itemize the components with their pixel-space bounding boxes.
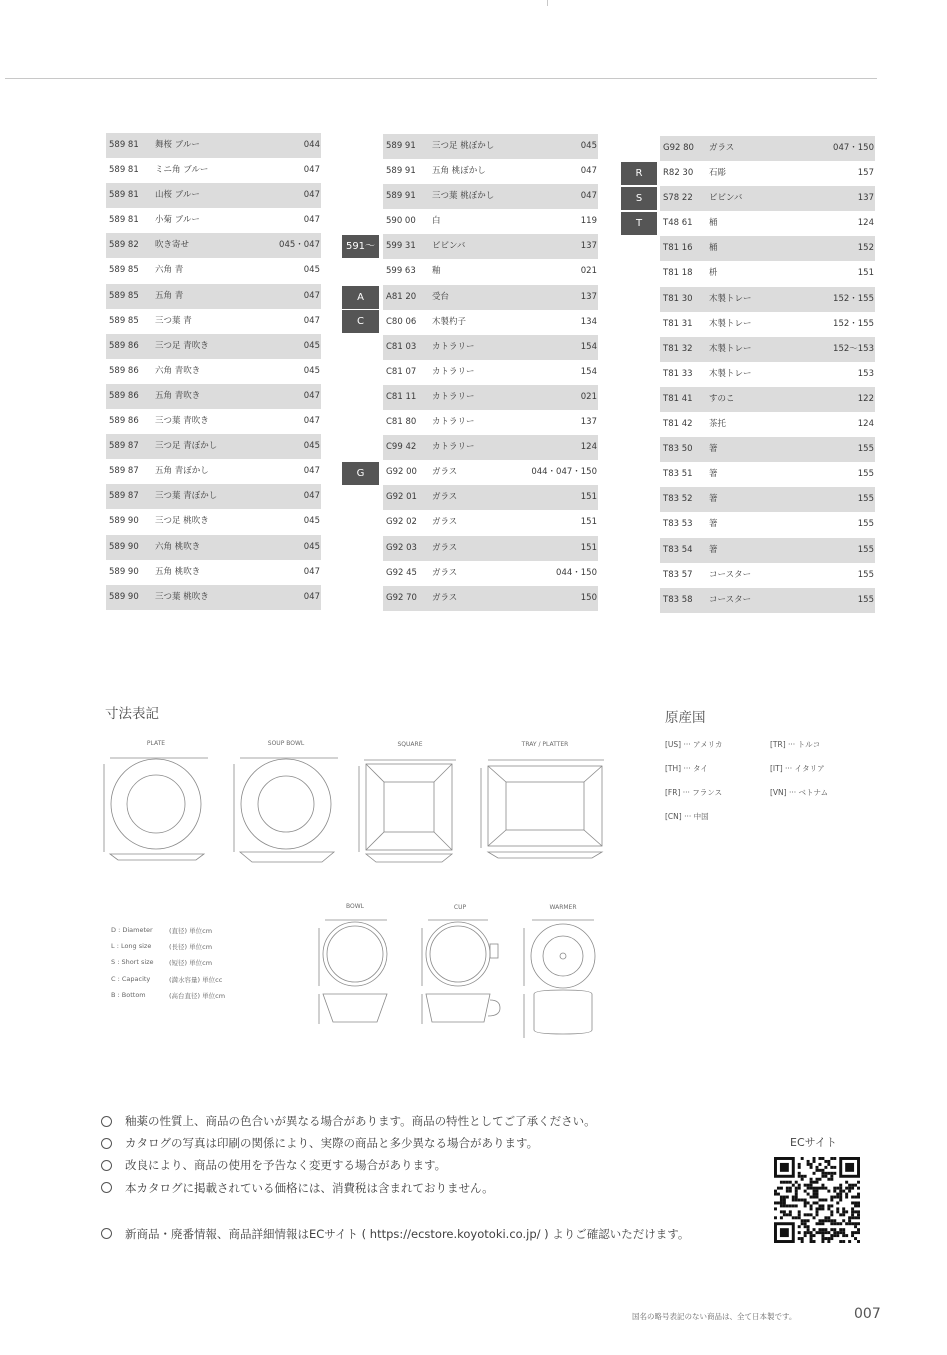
origin-vn: [VN] ··· ベトナム: [770, 788, 829, 797]
page-ref: 151: [580, 492, 597, 503]
page-ref: 045・047: [279, 240, 320, 251]
cup-label: CUP: [453, 904, 467, 911]
origin-title: 原産国: [665, 710, 706, 726]
page-number: 007: [854, 1306, 881, 1322]
page-ref: 124: [857, 218, 874, 229]
table-row: [383, 460, 598, 485]
page-ref: 157: [857, 168, 874, 179]
page-ref: 152・155: [833, 293, 874, 304]
page-ref: 155: [857, 444, 874, 455]
table-row: [106, 158, 321, 183]
page-ref: 047: [303, 190, 320, 201]
table-row: [660, 538, 875, 563]
plate-diagram: [100, 752, 216, 864]
origin-tr: [TR] ··· トルコ: [770, 740, 821, 749]
table-row: [106, 334, 321, 359]
item-name: ガラス: [432, 542, 458, 553]
page-ref: 154: [580, 341, 597, 352]
item-name: カトラリー: [432, 417, 475, 428]
circle-bullet-icon: [101, 1182, 112, 1193]
page-ref: 047: [303, 416, 320, 427]
table-row: [660, 287, 875, 312]
item-name: 三つ葉 桃吹き: [155, 591, 209, 602]
page-ref: 047: [303, 315, 320, 326]
legend-desc: (満水容量) 単位cc: [169, 975, 223, 984]
item-code: 599 63: [386, 266, 416, 277]
item-code: 589 87: [109, 441, 139, 452]
page-ref: 155: [857, 469, 874, 480]
page-ref: 045: [303, 340, 320, 351]
item-code: 589 86: [109, 365, 139, 376]
page-ref: 119: [580, 216, 597, 227]
page-ref: 124: [580, 442, 597, 453]
table-row: [660, 437, 875, 462]
item-code: T81 16: [663, 243, 693, 254]
warmer-diagram: [520, 914, 606, 1044]
table-row: [106, 384, 321, 409]
legend-row: [111, 958, 225, 974]
table-row: [383, 259, 598, 284]
item-code: T83 58: [663, 594, 693, 605]
table-row: [106, 560, 321, 585]
table-row: [383, 586, 598, 611]
item-name: 小菊 ブルー: [155, 215, 200, 226]
item-name: 枡: [709, 268, 718, 279]
note-item: 釉薬の性質上、商品の色合いが異なる場合があります。商品の特性としてご了承ください。: [101, 1110, 689, 1132]
table-row: [383, 209, 598, 234]
item-name: 桶: [709, 218, 718, 229]
item-code: 589 85: [109, 290, 139, 301]
cup-diagram: [418, 914, 504, 1030]
item-name: 箸: [709, 544, 718, 555]
legend-desc: (直径) 単位cm: [169, 927, 213, 935]
page-ref: 047: [580, 191, 597, 202]
item-name: 木製トレー: [709, 368, 752, 379]
notes-list: [101, 1110, 689, 1245]
item-code: 589 81: [109, 190, 139, 201]
table-row: [383, 485, 598, 510]
item-code: 589 90: [109, 591, 139, 602]
table-row: [383, 536, 598, 561]
tag-r: R: [621, 162, 657, 185]
item-name: 釉: [432, 266, 441, 277]
item-name: 木製トレー: [709, 318, 752, 329]
page-ref: 044: [303, 140, 320, 150]
item-code: 589 85: [109, 265, 139, 276]
page-ref: 151: [580, 517, 597, 528]
item-name: 三つ葉 青: [155, 315, 192, 326]
table-row: [660, 136, 875, 161]
warmer-label: WARMER: [549, 904, 577, 911]
item-name: 茶托: [709, 419, 727, 430]
item-code: 589 90: [109, 566, 139, 577]
item-name: 五角 青吹き: [155, 390, 201, 401]
item-name: 木製トレー: [709, 343, 752, 354]
item-code: G92 02: [386, 517, 417, 528]
item-name: 五角 青ぼかし: [155, 466, 209, 477]
item-name: カトラリー: [432, 366, 475, 377]
item-name: 五角 桃吹き: [155, 566, 201, 577]
page-ref: 045: [303, 441, 320, 452]
item-code: C81 07: [386, 366, 417, 377]
item-code: C81 80: [386, 417, 417, 428]
circle-bullet-icon: [101, 1228, 112, 1239]
origin-it: [IT] ··· イタリア: [770, 764, 825, 773]
item-name: コースター: [709, 569, 752, 580]
table-row: [106, 509, 321, 534]
table-row: [383, 285, 598, 310]
page-ref: 155: [857, 544, 874, 555]
item-code: G92 00: [386, 467, 417, 478]
table-row: [106, 258, 321, 283]
note-item: 新商品・廃番情報、商品詳細情報はECサイト ( https://ecstore.koyotoki.co.jp/ ) よりご確認いただけます。: [101, 1223, 689, 1245]
page-ref: 152・155: [833, 318, 874, 329]
legend-row: [111, 991, 225, 1007]
item-code: T83 53: [663, 519, 693, 530]
item-name: ミニ角 ブルー: [155, 165, 209, 176]
item-code: T81 41: [663, 393, 693, 404]
item-code: T83 52: [663, 494, 693, 505]
item-code: 589 91: [386, 166, 416, 177]
table-row: [383, 335, 598, 360]
page-ref: 045: [580, 141, 597, 151]
item-name: 三つ足 桃吹き: [155, 516, 209, 527]
item-code: C81 11: [386, 391, 417, 402]
circle-bullet-icon: [101, 1116, 112, 1127]
tray-label: TRAY / PLATTER: [521, 741, 569, 748]
table-row: [383, 234, 598, 259]
item-code: 589 81: [109, 165, 139, 176]
page-ref: 044・047・150: [531, 467, 597, 478]
page-ref: 021: [580, 391, 597, 402]
page-ref: 047・150: [833, 143, 874, 153]
item-code: 589 90: [109, 516, 139, 527]
item-code: S78 22: [663, 193, 693, 204]
item-code: T81 42: [663, 419, 693, 430]
page-ref: 047: [303, 165, 320, 176]
item-name: すのこ: [709, 393, 735, 404]
item-name: 箸: [709, 519, 718, 530]
table-row: [106, 585, 321, 610]
page-ref: 047: [580, 166, 597, 177]
page-ref: 137: [580, 291, 597, 302]
page-ref: 047: [303, 290, 320, 301]
item-name: 三つ足 青ぼかし: [155, 441, 218, 452]
legend-key: S : Short size: [111, 958, 154, 967]
item-code: T81 30: [663, 293, 693, 304]
page-ref: 045: [303, 365, 320, 376]
table-row: [383, 385, 598, 410]
item-code: 589 86: [109, 390, 139, 401]
table-row: [660, 236, 875, 261]
top-tick: [547, 0, 548, 6]
table-row: [660, 462, 875, 487]
index-table-3: [660, 136, 875, 613]
page-ref: 044・150: [556, 567, 597, 578]
page-ref: 047: [303, 390, 320, 401]
soup-bowl-label: SOUP BOWL: [267, 740, 305, 747]
item-name: 木製杓子: [432, 316, 467, 327]
legend-desc: (短径) 単位cm: [169, 959, 213, 968]
item-name: ビビンバ: [709, 193, 743, 204]
square-label: SQUARE: [397, 741, 423, 748]
dimension-legend: [111, 926, 225, 1007]
page-ref: 155: [857, 594, 874, 605]
item-name: 五角 青: [155, 290, 184, 301]
tag-g: G: [342, 462, 379, 485]
table-row: [660, 412, 875, 437]
item-code: 589 82: [109, 240, 139, 251]
table-row: [383, 159, 598, 184]
item-name: 六角 桃吹き: [155, 541, 201, 552]
note-item: 本カタログに掲載されている価格には、消費税は含まれておりません。: [101, 1177, 689, 1199]
item-code: T48 61: [663, 218, 693, 229]
page-ref: 047: [303, 491, 320, 502]
page-ref: 155: [857, 519, 874, 530]
table-row: [660, 261, 875, 286]
item-name: 五角 桃ぼかし: [432, 166, 486, 177]
item-name: 三つ葉 青吹き: [155, 416, 209, 427]
origin-th: [TH] ··· タイ: [665, 764, 708, 773]
legend-desc: (高台直径) 単位cm: [169, 991, 226, 1000]
item-code: T83 50: [663, 444, 693, 455]
tag-c: C: [342, 310, 379, 333]
item-name: 箸: [709, 444, 718, 455]
page-ref: 137: [857, 193, 874, 204]
table-row: [660, 312, 875, 337]
page-ref: 137: [580, 241, 597, 252]
item-name: ビビンバ: [432, 241, 466, 252]
bowl-label: BOWL: [345, 903, 364, 910]
item-name: ガラス: [432, 467, 458, 478]
item-name: ガラス: [432, 492, 458, 503]
qr-code-icon[interactable]: [774, 1157, 860, 1243]
page-ref: 155: [857, 569, 874, 580]
table-row: [383, 184, 598, 209]
table-row: [383, 310, 598, 335]
item-code: G92 70: [386, 592, 417, 603]
page-ref: 151: [857, 268, 874, 279]
table-row: [106, 359, 321, 384]
origin-fr: [FR] ··· フランス: [665, 788, 723, 797]
index-table-1: [106, 133, 321, 610]
item-code: G92 01: [386, 492, 417, 503]
tag-t: T: [621, 212, 657, 235]
page-ref: 152～153: [833, 343, 874, 354]
item-code: A81 20: [386, 291, 417, 302]
tray-diagram: [478, 754, 608, 866]
item-code: 589 87: [109, 491, 139, 502]
item-name: 箸: [709, 494, 718, 505]
item-name: 三つ葉 青ぼかし: [155, 491, 218, 502]
square-diagram: [356, 754, 466, 866]
table-row: [660, 362, 875, 387]
item-name: カトラリー: [432, 442, 475, 453]
legend-desc: (長径) 単位cm: [169, 943, 213, 952]
index-table-2: [383, 134, 598, 611]
table-row: [106, 409, 321, 434]
item-name: 箸: [709, 469, 718, 480]
table-row: [660, 211, 875, 236]
table-row: [383, 561, 598, 586]
table-row: [106, 309, 321, 334]
item-name: 桶: [709, 243, 718, 254]
item-name: 受台: [432, 291, 450, 302]
item-code: T83 57: [663, 569, 693, 580]
table-row: [106, 434, 321, 459]
page-ref: 047: [303, 566, 320, 577]
soup-bowl-diagram: [230, 752, 346, 864]
origin-us: [US] ··· アメリカ: [665, 740, 723, 749]
item-name: ガラス: [432, 567, 458, 578]
item-name: 三つ足 青吹き: [155, 340, 209, 351]
page-ref: 045: [303, 265, 320, 276]
item-code: T83 51: [663, 469, 693, 480]
item-name: 木製トレー: [709, 293, 752, 304]
ec-site-label: ECサイト: [790, 1136, 837, 1149]
table-row: [383, 435, 598, 460]
page-ref: 155: [857, 494, 874, 505]
legend-row: [111, 926, 225, 942]
item-name: ガラス: [709, 143, 735, 153]
table-row: [383, 510, 598, 535]
table-row: [106, 484, 321, 509]
page-ref: 045: [303, 541, 320, 552]
item-name: 六角 青: [155, 265, 184, 276]
item-name: 六角 青吹き: [155, 365, 201, 376]
table-row: [106, 459, 321, 484]
item-name: 三つ足 桃ぼかし: [432, 141, 495, 151]
item-code: 599 31: [386, 241, 416, 252]
item-code: 590 00: [386, 216, 416, 227]
table-row: [106, 284, 321, 309]
item-code: G92 80: [663, 143, 694, 153]
legend-key: D : Diameter: [111, 926, 153, 934]
page-ref: 124: [857, 419, 874, 430]
item-name: 山桜 ブルー: [155, 190, 200, 201]
top-divider: [5, 78, 877, 79]
table-row: [106, 133, 321, 158]
item-code: 589 86: [109, 416, 139, 427]
page-ref: 137: [580, 417, 597, 428]
tag-a: A: [342, 286, 379, 309]
note-item: 改良により、商品の使用を予告なく変更する場合があります。: [101, 1154, 689, 1176]
item-code: T81 32: [663, 343, 693, 354]
legend-row: [111, 942, 225, 958]
page-ref: 047: [303, 466, 320, 477]
page-ref: 151: [580, 542, 597, 553]
item-code: 589 87: [109, 466, 139, 477]
page-ref: 154: [580, 366, 597, 377]
page-ref: 047: [303, 215, 320, 226]
item-code: C80 06: [386, 316, 417, 327]
table-row: [660, 588, 875, 613]
item-code: T81 18: [663, 268, 693, 279]
legend-key: B : Bottom: [111, 990, 146, 999]
item-code: 589 86: [109, 340, 139, 351]
table-row: [106, 208, 321, 233]
circle-bullet-icon: [101, 1160, 112, 1171]
footnote: 国名の略号表記のない商品は、全て日本製です。: [632, 1312, 797, 1321]
tag-s: S: [621, 187, 657, 210]
page-ref: 045: [303, 516, 320, 527]
table-row: [660, 337, 875, 362]
item-code: 589 81: [109, 215, 139, 226]
tag-591: 591～: [342, 235, 379, 258]
legend-key: L : Long size: [111, 942, 152, 951]
item-code: C81 03: [386, 341, 417, 352]
page-ref: 150: [580, 592, 597, 603]
item-code: T81 33: [663, 368, 693, 379]
item-code: 589 90: [109, 541, 139, 552]
circle-bullet-icon: [101, 1138, 112, 1149]
item-name: 石彫: [709, 168, 727, 179]
table-row: [106, 183, 321, 208]
item-name: カトラリー: [432, 391, 475, 402]
dimension-title: 寸法表記: [105, 706, 159, 722]
table-row: [383, 410, 598, 435]
plate-label: PLATE: [146, 740, 166, 747]
item-code: 589 91: [386, 141, 416, 151]
item-name: 吹き寄せ: [155, 240, 190, 251]
table-row: [106, 535, 321, 560]
table-row: [660, 161, 875, 186]
item-code: 589 81: [109, 140, 139, 150]
item-code: R82 30: [663, 168, 694, 179]
item-name: コースター: [709, 594, 752, 605]
bowl-diagram: [315, 914, 395, 1030]
item-name: カトラリー: [432, 341, 475, 352]
page-ref: 021: [580, 266, 597, 277]
legend-row: [111, 975, 225, 991]
table-row: [383, 134, 598, 159]
item-name: ガラス: [432, 517, 458, 528]
page-ref: 134: [580, 316, 597, 327]
table-row: [660, 387, 875, 412]
table-row: [660, 512, 875, 537]
item-name: ガラス: [432, 592, 458, 603]
item-code: G92 45: [386, 567, 417, 578]
page-ref: 153: [857, 368, 874, 379]
item-code: C99 42: [386, 442, 417, 453]
table-row: [660, 186, 875, 211]
page-ref: 152: [857, 243, 874, 254]
table-row: [660, 487, 875, 512]
item-name: 三つ葉 桃ぼかし: [432, 191, 495, 202]
page-ref: 047: [303, 591, 320, 602]
item-name: 白: [432, 216, 441, 227]
table-row: [383, 360, 598, 385]
page-ref: 122: [857, 393, 874, 404]
item-code: G92 03: [386, 542, 417, 553]
origin-cn: [CN] ··· 中国: [665, 812, 709, 821]
item-code: 589 91: [386, 191, 416, 202]
item-code: T83 54: [663, 544, 693, 555]
table-row: [660, 563, 875, 588]
legend-key: C : Capacity: [111, 974, 151, 983]
item-code: T81 31: [663, 318, 693, 329]
table-row: [106, 233, 321, 258]
item-name: 舞桜 ブルー: [155, 140, 200, 150]
item-code: 589 85: [109, 315, 139, 326]
note-item: カタログの写真は印刷の関係により、実際の商品と多少異なる場合があります。: [101, 1132, 689, 1154]
